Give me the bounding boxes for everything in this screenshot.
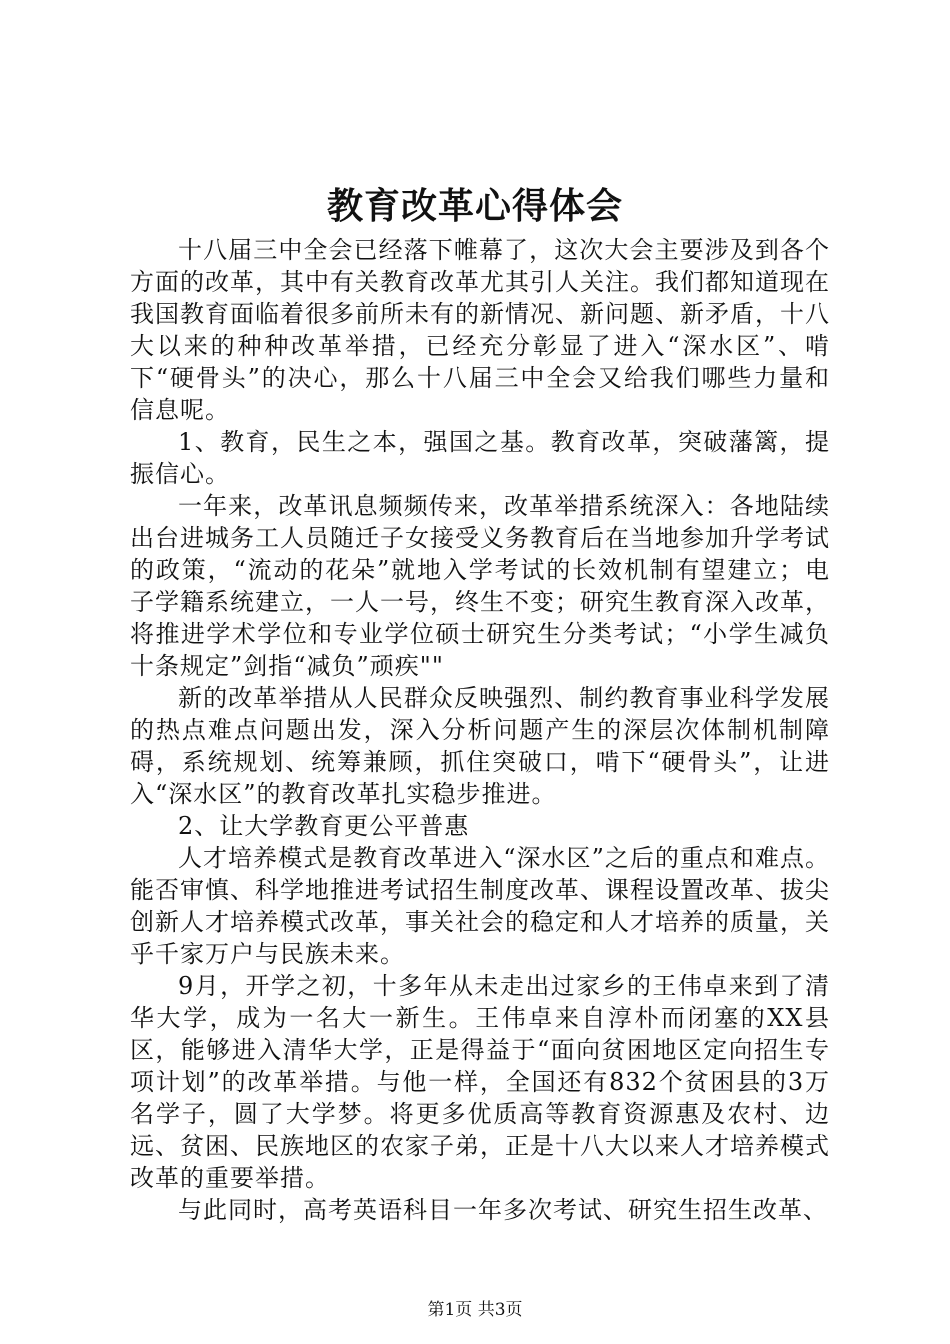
document-body <box>130 234 830 1226</box>
paragraph: 与此同时，高考英语科目一年多次考试、研究生招生改革、 <box>178 1196 828 1224</box>
page-footer: 第1页 共3页 <box>427 1300 523 1320</box>
document-title: 教育改革心得体会 <box>326 185 623 227</box>
paragraph: 新的改革举措从人民群众反映强烈、制约教育事业科学发展的热点难点问题出发，深入分析问题产生的深层次体制机制障碍，系统规划、统筹兼顾，抓住突破口，啃下“硬骨头”，让进入“深水区”的教育改革扎实稳步推进。 <box>130 684 830 808</box>
paragraph: 人才培养模式是教育改革进入“深水区”之后的重点和难点。能否审慎、科学地推进考试招生制度改革、课程设置改革、拔尖创新人才培养模式改革，事关社会的稳定和人才培养的质量，关乎千家万户与民族未来。 <box>130 844 830 968</box>
paragraph: 一年来，改革讯息频频传来，改革举措系统深入：各地陆续出台进城务工人员随迁子女接受义务教育后在当地参加升学考试的政策，“流动的花朵”就地入学考试的长效机制有望建立；电子学籍系统建立，一人一号，终生不变；研究生教育深入改革，将推进学术学位和专业学位硕士研究生分类考试；“小学生减负十条规定”剑指“减负”顽疾"" <box>130 492 830 680</box>
paragraph: 1、教育，民生之本，强国之基。教育改革，突破藩篱，提振信心。 <box>130 428 830 488</box>
paragraph: 2、让大学教育更公平普惠 <box>178 812 470 840</box>
paragraph: 十八届三中全会已经落下帷幕了，这次大会主要涉及到各个方面的改革，其中有关教育改革尤其引人关注。我们都知道现在我国教育面临着很多前所未有的新情况、新问题、新矛盾，十八大以来的种种改革举措，已经充分彰显了进入“深水区”、啃下“硬骨头”的决心，那么十八届三中全会又给我们哪些力量和信息呢。 <box>130 236 830 424</box>
paragraph: 9月，开学之初，十多年从未走出过家乡的王伟卓来到了清华大学，成为一名大一新生。王伟卓来自淳朴而闭塞的XX县区，能够进入清华大学，正是得益于“面向贫困地区定向招生专项计划”的改革举措。与他一样，全国还有832个贫困县的3万名学子，圆了大学梦。将更多优质高等教育资源惠及农村、边远、贫困、民族地区的农家子弟，正是十八大以来人才培养模式改革的重要举措。 <box>130 972 830 1192</box>
